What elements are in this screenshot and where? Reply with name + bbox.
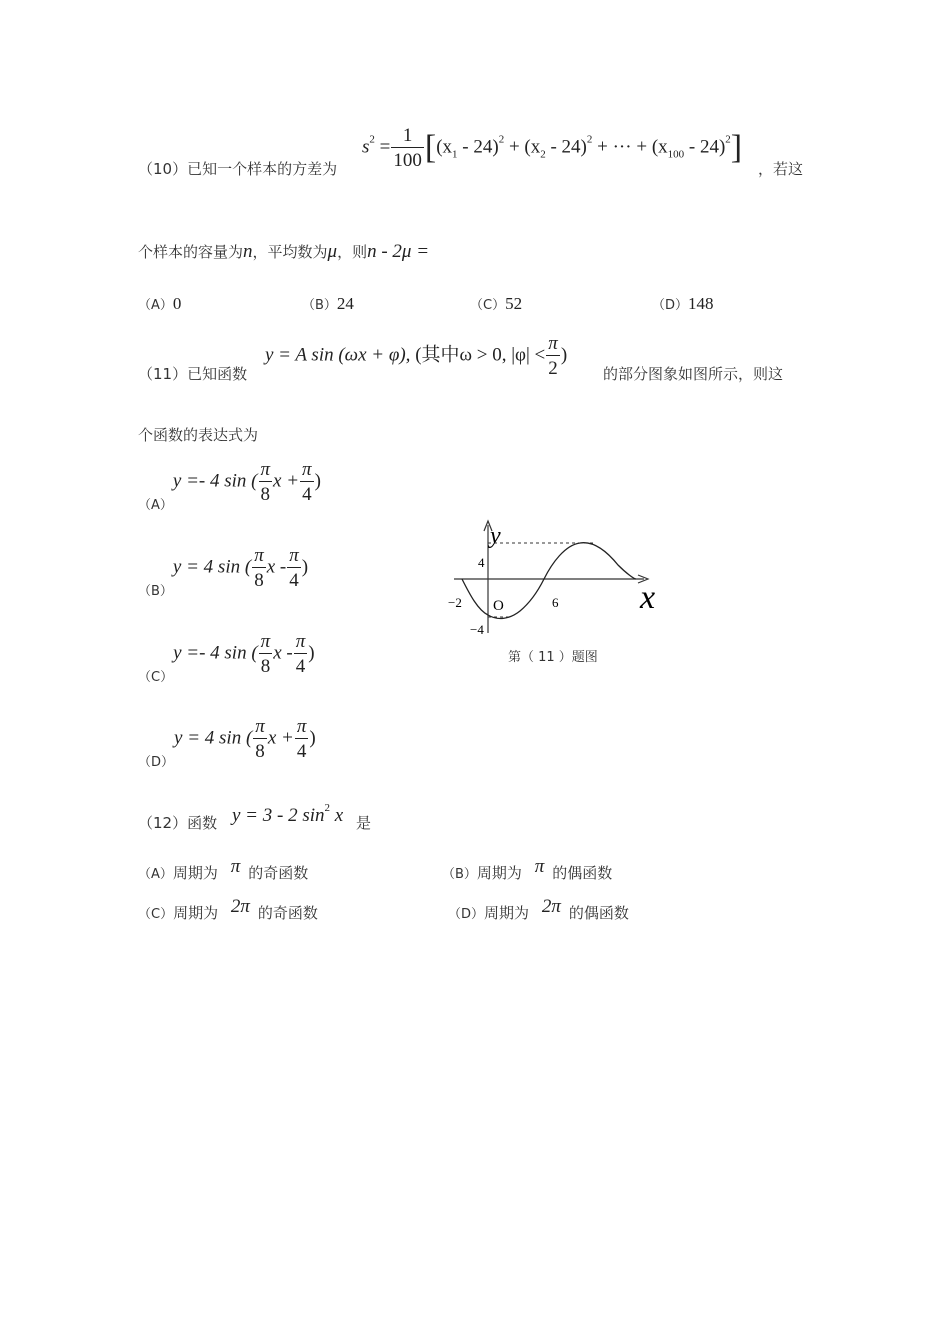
tick-4: 4 bbox=[478, 555, 485, 570]
q12-stem-b: 是 bbox=[356, 814, 372, 832]
q12-option-d[interactable]: （D）周期为 2π 的偶函数 bbox=[448, 896, 629, 922]
q11-option-a[interactable]: $_{(A)}$y =- 4 sin ( $\frac{\pi}{8}$ x + $\frac{\pi}{4}$ ) bbox=[138, 459, 321, 513]
tick-neg4: −4 bbox=[470, 622, 484, 637]
q12-function-formula: y = 3 - 2 $\sin^2 x$ bbox=[232, 802, 344, 826]
q10-fraction: $\frac{1}{100}$ bbox=[393, 125, 422, 171]
tick-6: 6 bbox=[552, 595, 559, 610]
origin-label: O bbox=[493, 598, 504, 614]
q10-option-c[interactable]: （C）52 bbox=[470, 294, 523, 313]
q12-option-a[interactable]: （A）周期为 π 的奇函数 bbox=[138, 856, 309, 882]
x-axis-label: x bbox=[640, 579, 656, 616]
q11-option-c[interactable]: $_{(C)}$y =- 4 sin ( $\frac{\pi}{8}$ x - $\frac{\pi}{4}$ ) bbox=[138, 631, 315, 685]
q11-figure-caption: 第（ 11 ）题图 bbox=[508, 650, 598, 665]
q10-stem-line1 bbox=[138, 158, 337, 179]
q10-variance-formula: $s^2$ = $\frac{1}{100}$ [$(x_1 - 24)^2 + (x_2 - 24)^2$ + ··· + $(x_{100} - 24)^2$] bbox=[362, 125, 743, 171]
tick-neg2: −2 bbox=[448, 595, 462, 610]
q10-option-d[interactable]: （D）148 bbox=[652, 294, 714, 313]
q11-stem-c: 个函数的表达式为 bbox=[138, 426, 259, 444]
q10-stem-a: 已知一个样本的方差为 bbox=[187, 160, 338, 178]
q11-number: （11） bbox=[138, 365, 188, 383]
q11-function-formula: y = A sin (ωx + φ), (其中ω > 0, |φ| < $\frac{\pi}{2}$ ) bbox=[265, 333, 568, 379]
q11-option-d[interactable]: $_{(D)}$y = 4 sin ( $\frac{\pi}{8}$ x + $\frac{\pi}{4}$ ) bbox=[138, 716, 316, 770]
q12-number: （12） bbox=[138, 814, 188, 832]
y-axis-label: y bbox=[490, 523, 501, 549]
q11-stem-b: 的部分图象如图所示，则这 bbox=[603, 365, 784, 383]
q11-option-b[interactable]: $_{(B)}$y = 4 sin ( $\frac{\pi}{8}$ x - $\frac{\pi}{4}$ ) bbox=[138, 545, 309, 599]
q10-expression: n - 2μ = bbox=[367, 241, 430, 262]
q11-sine-graph bbox=[440, 515, 680, 645]
q10-number: （10） bbox=[138, 160, 188, 178]
q12-option-c[interactable]: （C）周期为 2π 的奇函数 bbox=[138, 896, 318, 922]
q12-option-b[interactable]: （B）周期为 π 的偶函数 bbox=[442, 856, 613, 882]
q10-stem-line2: 个样本的容量为n，平均数为μ，则n - 2μ = bbox=[138, 241, 430, 262]
q10-stem-b: ，若这 bbox=[758, 160, 804, 178]
q10-option-b[interactable]: （B）24 bbox=[302, 294, 354, 313]
q11-stem-line1: （11）已知函数 bbox=[138, 365, 248, 383]
q10-option-a[interactable]: （A）0 bbox=[138, 294, 182, 313]
q12-stem: （12）函数 bbox=[138, 814, 218, 832]
